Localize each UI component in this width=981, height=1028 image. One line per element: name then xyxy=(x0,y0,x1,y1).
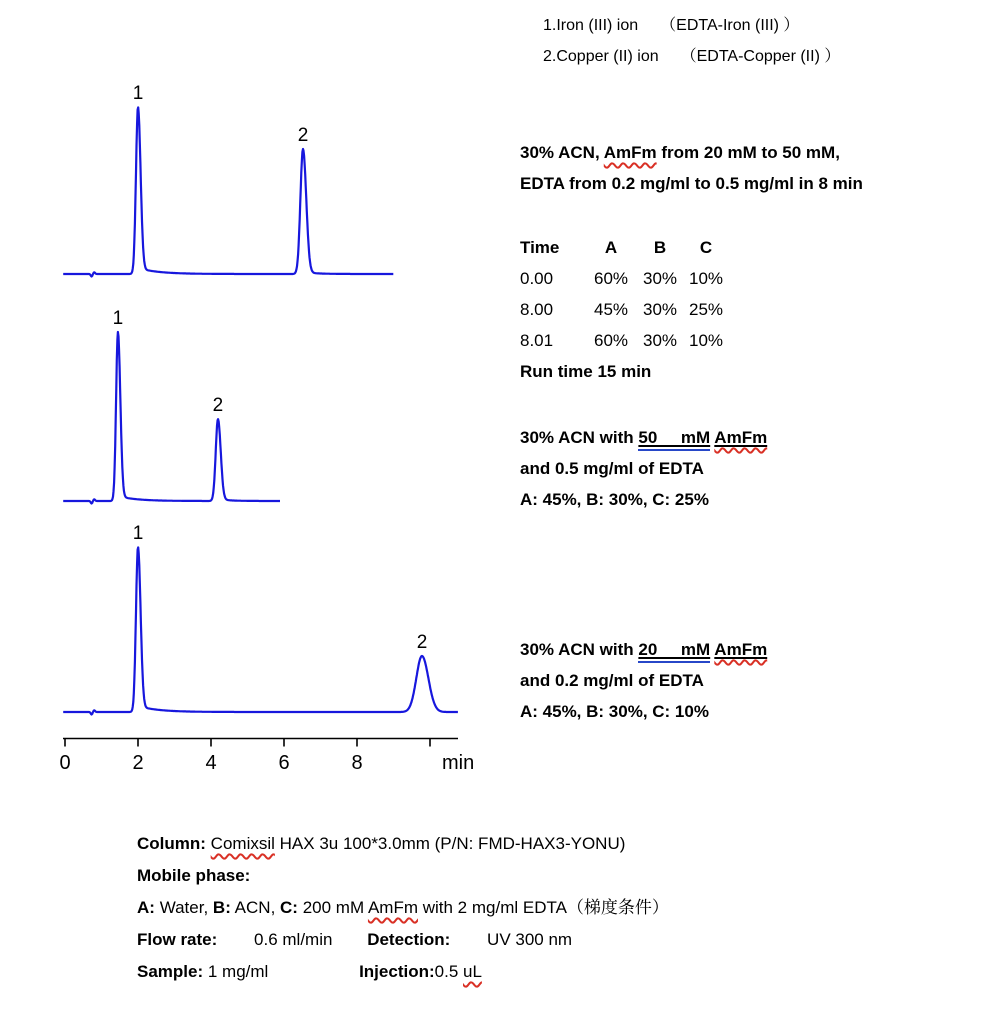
col-time: Time xyxy=(520,238,560,257)
table-row xyxy=(520,325,726,356)
underlined-amfm xyxy=(714,640,767,659)
sample-injection-line xyxy=(137,956,669,988)
solvent-c-label: C: xyxy=(280,898,298,917)
isocratic-50mm-line-2: and 0.5 mg/ml of EDTA xyxy=(520,459,704,478)
column-line xyxy=(137,828,669,860)
x-axis-unit-label: min xyxy=(442,752,475,774)
underlined-50mm xyxy=(638,428,710,451)
isocratic-50mm-note xyxy=(520,422,767,515)
trace-3 xyxy=(63,547,458,714)
detection-value: UV 300 nm xyxy=(487,930,573,949)
sample-value: 1 mg/ml xyxy=(207,962,269,981)
peak-label-2: 2 xyxy=(416,632,428,653)
sample-label: Sample: xyxy=(137,962,204,981)
cell-c: 10% xyxy=(688,331,724,350)
peak-label-2: 2 xyxy=(212,395,224,416)
cell-c: 25% xyxy=(688,300,724,319)
x-tick-label: 8 xyxy=(351,752,363,774)
note-pre: 30% ACN with xyxy=(520,428,639,447)
cell-b: 30% xyxy=(642,300,678,319)
peak-label-1: 1 xyxy=(132,83,144,104)
detection-label: Detection: xyxy=(367,930,451,949)
isocratic-50mm-line-3: A: 45%, B: 30%, C: 25% xyxy=(520,490,709,509)
x-tick-label: 4 xyxy=(205,752,217,774)
peak-label-2: 2 xyxy=(297,125,309,146)
underlined-20mm-text: 20 mM xyxy=(638,640,711,659)
gradient-note-amfm: AmFm xyxy=(603,143,657,162)
column-name-wavy: Comixsil xyxy=(210,834,275,853)
solvent-c-value-2: with 2 mg/ml EDTA xyxy=(422,898,567,917)
cell-time: 8.00 xyxy=(520,300,554,319)
isocratic-20mm-line-3: A: 45%, B: 30%, C: 10% xyxy=(520,702,709,721)
gradient-note-line-1 xyxy=(520,137,863,168)
solvents-line xyxy=(137,892,669,924)
column-spec: HAX 3u 100*3.0mm (P/N: FMD-HAX3-YONU) xyxy=(279,834,626,853)
legend-analyte-2: 2.Copper (II) ion xyxy=(543,48,659,65)
cell-a: 60% xyxy=(593,331,629,350)
gradient-table-header xyxy=(520,232,726,263)
solvent-a-label: A: xyxy=(137,898,155,917)
peak-legend xyxy=(543,10,840,72)
x-tick-label: 2 xyxy=(132,752,144,774)
gradient-note-pre: 30% ACN, xyxy=(520,143,604,162)
cell-b: 30% xyxy=(642,331,678,350)
solvent-c-amfm: AmFm xyxy=(367,898,418,917)
mobile-phase-label: Mobile phase: xyxy=(137,866,251,885)
solvent-a-value: Water, xyxy=(159,898,209,917)
note-pre: 30% ACN with xyxy=(520,640,639,659)
flow-rate-value: 0.6 ml/min xyxy=(254,930,333,949)
gradient-cjk-note: （梯度条件） xyxy=(566,898,669,917)
solvent-b-label: B: xyxy=(212,898,231,917)
column-label: Column: xyxy=(137,834,206,853)
flow-rate-label: Flow rate: xyxy=(137,930,218,949)
cell-time: 0.00 xyxy=(520,269,554,288)
gradient-conditions-note xyxy=(520,137,863,199)
gradient-table xyxy=(520,232,726,387)
injection-unit-wavy: uL xyxy=(463,962,482,981)
mobile-phase-line xyxy=(137,860,669,892)
legend-complex-2: （EDTA-Copper (II) ） xyxy=(680,48,841,65)
trace-1 xyxy=(63,107,393,276)
solvent-c-value-1: 200 mM xyxy=(302,898,365,917)
injection-value: 0.5 xyxy=(434,962,463,981)
isocratic-20mm-line-1 xyxy=(520,634,767,665)
x-tick-label: 0 xyxy=(59,752,71,774)
legend-complex-1: （EDTA-Iron (III) ） xyxy=(660,17,800,34)
legend-line-2 xyxy=(543,41,840,72)
underlined-50mm-text: 50 mM xyxy=(638,428,711,447)
injection-label: Injection: xyxy=(359,962,435,981)
gradient-note-line-2: EDTA from 0.2 mg/ml to 0.5 mg/ml in 8 min xyxy=(520,174,863,193)
flow-detection-line xyxy=(137,924,669,956)
isocratic-50mm-line-1 xyxy=(520,422,767,453)
cell-a: 45% xyxy=(593,300,629,319)
solvent-b-value: ACN, xyxy=(234,898,276,917)
table-row xyxy=(520,263,726,294)
isocratic-20mm-line-2: and 0.2 mg/ml of EDTA xyxy=(520,671,704,690)
chromatogram-plot xyxy=(0,0,500,790)
x-tick-label: 6 xyxy=(278,752,290,774)
col-b: B xyxy=(653,238,667,257)
amfm-wavy: AmFm xyxy=(714,428,768,447)
peak-label-1: 1 xyxy=(132,523,144,544)
underlined-20mm xyxy=(638,640,710,663)
cell-a: 60% xyxy=(593,269,629,288)
col-a: A xyxy=(604,238,618,257)
amfm-wavy: AmFm xyxy=(714,640,768,659)
isocratic-20mm-note xyxy=(520,634,767,727)
trace-2 xyxy=(63,332,280,504)
gradient-note-post: from 20 mM to 50 mM, xyxy=(656,143,840,162)
cell-time: 8.01 xyxy=(520,331,554,350)
table-row xyxy=(520,294,726,325)
run-time-note: Run time 15 min xyxy=(520,362,652,381)
underlined-amfm xyxy=(714,428,767,447)
method-details xyxy=(137,828,669,988)
cell-b: 30% xyxy=(642,269,678,288)
legend-line-1 xyxy=(543,10,840,41)
peak-label-1: 1 xyxy=(112,308,124,329)
col-c: C xyxy=(699,238,713,257)
cell-c: 10% xyxy=(688,269,724,288)
legend-analyte-1: 1.Iron (III) ion xyxy=(543,17,639,34)
